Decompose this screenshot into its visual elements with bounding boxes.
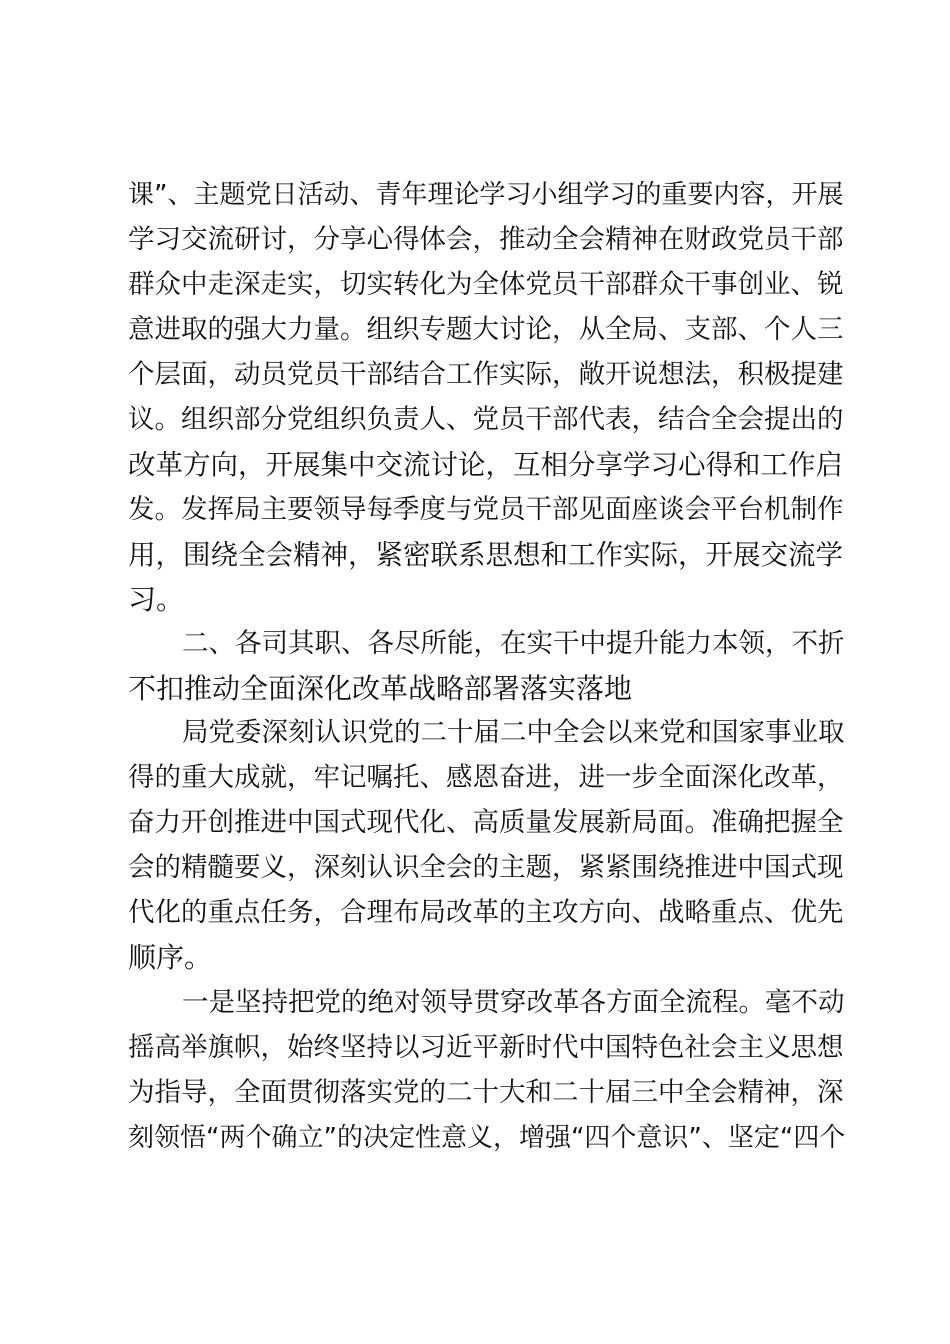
paragraph-1-line-9: 用，围绕全会精神，紧密联系思想和工作实际，开展交流学 (128, 539, 843, 571)
paragraph-1-line-2: 学习交流研讨，分享心得体会，推动全会精神在财政党员干部 (128, 224, 844, 255)
paragraph-3-line-6: 顺序。 (128, 941, 213, 974)
paragraph-1-line-7: 改革方向，开展集中交流讨论，互相分享学习心得和工作启 (128, 449, 843, 481)
paragraph-4-line-1: 一是坚持把党的绝对领导贯穿改革各方面全流程。毫不动 (182, 987, 845, 1018)
paragraph-3-line-5: 代化的重点任务，合理布局改革的主攻方向、战略重点、优先 (128, 897, 844, 928)
section-heading-line-2: 不扣推动全面深化改革战略部署落实落地 (128, 672, 633, 705)
paragraph-1-line-1: 课”、主题党日活动、青年理论学习小组学习的重要内容，开展 (128, 180, 844, 210)
paragraph-1-line-5: 个层面，动员党员干部结合工作实际，敞开说想法，积极提建 (128, 359, 844, 390)
section-heading-line-1: 二、各司其职、各尽所能，在实干中提升能力本领，不折 (182, 628, 845, 659)
paragraph-3-line-1: 局党委深刻认识党的二十届二中全会以来党和国家事业取 (182, 717, 845, 748)
paragraph-4-line-3: 为指导，全面贯彻落实党的二十大和二十届三中全会精神，深 (128, 1077, 844, 1108)
paragraph-4-line-2: 摇高举旗帜，始终坚持以习近平新时代中国特色社会主义思想 (128, 1032, 844, 1063)
paragraph-1-line-3: 群众中走深走实，切实转化为全体党员干部群众干事创业、锐 (128, 269, 844, 300)
paragraph-3-line-4: 会的精髓要义，深刻认识全会的主题，紧紧围绕推进中国式现 (128, 852, 844, 883)
paragraph-3-line-3: 奋力开创推进中国式现代化、高质量发展新局面。准确把握全 (128, 807, 844, 838)
paragraph-1-line-4: 意进取的强大力量。组织专题大讨论，从全局、支部、个人三 (128, 314, 844, 345)
paragraph-4-line-4: 刻领悟“两个确立”的决定性意义，增强“四个意识”、坚定“四个 (128, 1123, 846, 1153)
paragraph-1-line-10: 习。 (128, 583, 185, 616)
paragraph-1-line-8: 发。发挥局主要领导每季度与党员干部见面座谈会平台机制作 (128, 494, 844, 525)
paragraph-3-line-2: 得的重大成就，牢记嘱托、感恩奋进，进一步全面深化改革， (128, 762, 844, 793)
paragraph-1-line-6: 议。组织部分党组织负责人、党员干部代表，结合全会提出的 (128, 404, 844, 435)
